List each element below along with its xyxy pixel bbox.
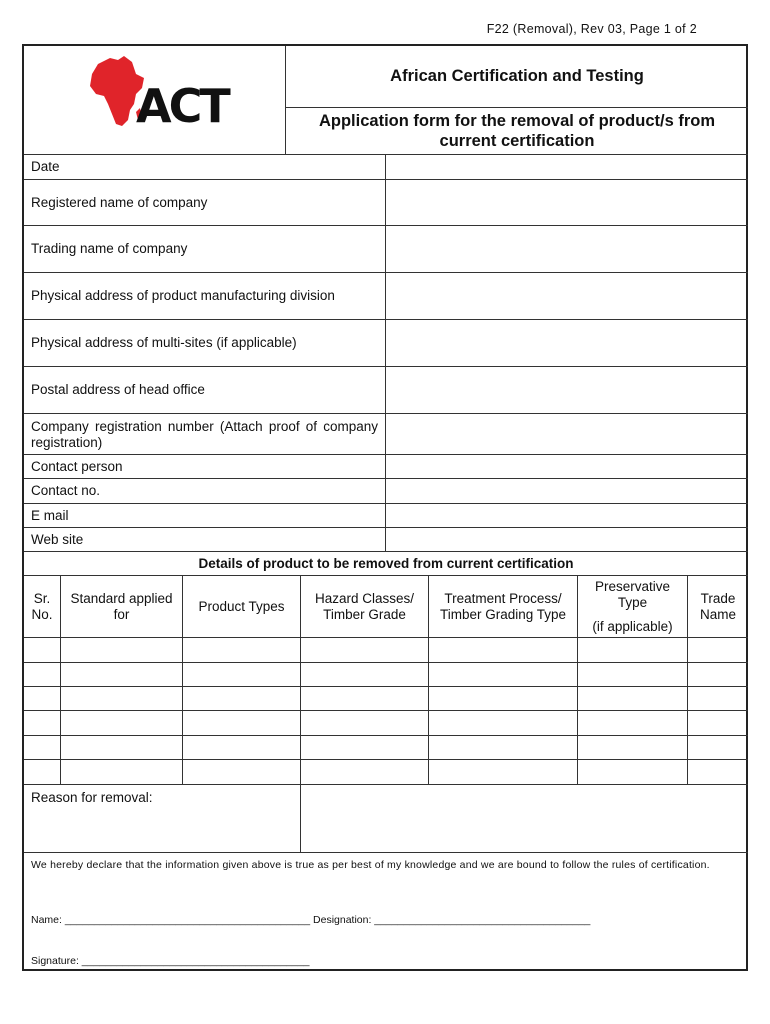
act-logo: [24, 46, 286, 154]
form-title-cell: [286, 108, 748, 154]
website-row: [24, 527, 748, 551]
physical-address-label: Physical address of product manufacturing division: [24, 273, 386, 319]
table-cell[interactable]: [24, 711, 61, 735]
trading-name-row: [24, 225, 748, 272]
date-input[interactable]: [386, 155, 748, 179]
table-cell[interactable]: [61, 638, 183, 662]
table-row: [24, 759, 748, 784]
declaration-section: [24, 852, 748, 971]
trading-name-label: Trading name of company: [24, 226, 386, 272]
multi-sites-label: Physical address of multi-sites (if applicable): [24, 320, 386, 366]
form-title: Application form for the removal of product/s from current certification: [318, 112, 716, 150]
table-cell[interactable]: [61, 687, 183, 710]
date-row: [24, 154, 748, 179]
email-row: [24, 503, 748, 527]
form-container: [22, 44, 748, 971]
table-cell[interactable]: [688, 663, 748, 686]
date-label: Date: [24, 155, 386, 179]
table-cell[interactable]: [301, 736, 429, 759]
table-cell[interactable]: [688, 736, 748, 759]
table-cell[interactable]: [688, 638, 748, 662]
table-cell[interactable]: [183, 736, 301, 759]
registered-name-label: Registered name of company: [24, 180, 386, 225]
col-preservative-label: Preservative Type: [594, 578, 671, 610]
table-cell[interactable]: [578, 760, 688, 784]
multi-sites-input[interactable]: [386, 320, 748, 366]
logo-text: ACT: [136, 79, 228, 133]
email-input[interactable]: [386, 504, 748, 527]
reason-label: Reason for removal:: [24, 785, 301, 852]
table-cell[interactable]: [24, 687, 61, 710]
postal-address-input[interactable]: [386, 367, 748, 413]
website-label: Web site: [24, 528, 386, 551]
table-cell[interactable]: [578, 736, 688, 759]
table-row: [24, 686, 748, 710]
postal-address-row: [24, 366, 748, 413]
table-cell[interactable]: [578, 711, 688, 735]
table-row: [24, 637, 748, 662]
multi-sites-row: [24, 319, 748, 366]
col-hazard: Hazard Classes/ Timber Grade: [301, 576, 429, 637]
col-product-types: Product Types: [183, 576, 301, 637]
table-cell[interactable]: [578, 638, 688, 662]
col-standard: Standard applied for: [61, 576, 183, 637]
table-cell[interactable]: [429, 663, 578, 686]
org-name-cell: [286, 46, 748, 108]
table-cell[interactable]: [183, 663, 301, 686]
col-trade-name: Trade Name: [699, 590, 736, 622]
contact-person-label: Contact person: [24, 455, 386, 478]
contact-person-input[interactable]: [386, 455, 748, 478]
website-input[interactable]: [386, 528, 748, 551]
col-treatment: Treatment Process/ Timber Grading Type: [429, 576, 578, 637]
org-name: African Certification and Testing: [390, 67, 644, 85]
table-row: [24, 662, 748, 686]
table-cell[interactable]: [183, 711, 301, 735]
product-table-body: [24, 637, 748, 784]
reg-number-row: [24, 413, 748, 454]
table-cell[interactable]: [578, 663, 688, 686]
name-designation-line[interactable]: Name: __________________________________________ Designation: _____________________________________: [31, 914, 591, 926]
table-cell[interactable]: [429, 711, 578, 735]
table-row: [24, 710, 748, 735]
col-preservative: [578, 576, 688, 637]
table-cell[interactable]: [688, 711, 748, 735]
trading-name-input[interactable]: [386, 226, 748, 272]
reg-number-label: Company registration number (Attach proof of company registration): [24, 414, 386, 454]
col-preservative-note: (if applicable): [592, 618, 673, 634]
contact-no-label: Contact no.: [24, 479, 386, 503]
page-reference: F22 (Removal), Rev 03, Page 1 of 2: [486, 22, 697, 36]
reason-input[interactable]: [301, 785, 748, 852]
table-cell[interactable]: [688, 760, 748, 784]
reg-number-input[interactable]: [386, 414, 748, 454]
declaration-text: We hereby declare that the information given above is true as per best of my knowledge and we are bound to follow the rules of certification.: [31, 859, 710, 871]
col-sr-no: Sr. No.: [24, 576, 61, 637]
reason-row: [24, 784, 748, 852]
table-cell[interactable]: [429, 687, 578, 710]
table-cell[interactable]: [301, 711, 429, 735]
postal-address-label: Postal address of head office: [24, 367, 386, 413]
table-cell[interactable]: [301, 663, 429, 686]
table-cell[interactable]: [61, 736, 183, 759]
table-cell[interactable]: [301, 760, 429, 784]
physical-address-input[interactable]: [386, 273, 748, 319]
product-section-heading: [24, 551, 748, 575]
table-cell[interactable]: [24, 663, 61, 686]
contact-no-input[interactable]: [386, 479, 748, 503]
table-cell[interactable]: [24, 638, 61, 662]
registered-name-input[interactable]: [386, 180, 748, 225]
table-cell[interactable]: [61, 663, 183, 686]
table-cell[interactable]: [183, 638, 301, 662]
physical-address-row: [24, 272, 748, 319]
email-label: E mail: [24, 504, 386, 527]
table-cell[interactable]: [688, 687, 748, 710]
table-cell[interactable]: [183, 760, 301, 784]
table-cell[interactable]: [429, 638, 578, 662]
table-cell[interactable]: [61, 711, 183, 735]
registered-name-row: [24, 179, 748, 225]
product-section-title: Details of product to be removed from current certification: [198, 556, 574, 571]
table-cell[interactable]: [429, 736, 578, 759]
table-cell[interactable]: [24, 760, 61, 784]
table-cell[interactable]: [24, 736, 61, 759]
table-cell[interactable]: [301, 638, 429, 662]
contact-no-row: [24, 478, 748, 503]
table-cell[interactable]: [183, 687, 301, 710]
logo-cell: [24, 46, 286, 154]
signature-line[interactable]: Signature: _______________________________________: [31, 955, 310, 967]
table-row: [24, 735, 748, 759]
contact-person-row: [24, 454, 748, 478]
table-cell[interactable]: [578, 687, 688, 710]
table-cell[interactable]: [301, 687, 429, 710]
table-cell[interactable]: [429, 760, 578, 784]
table-cell[interactable]: [61, 760, 183, 784]
product-table-header: [24, 575, 748, 637]
